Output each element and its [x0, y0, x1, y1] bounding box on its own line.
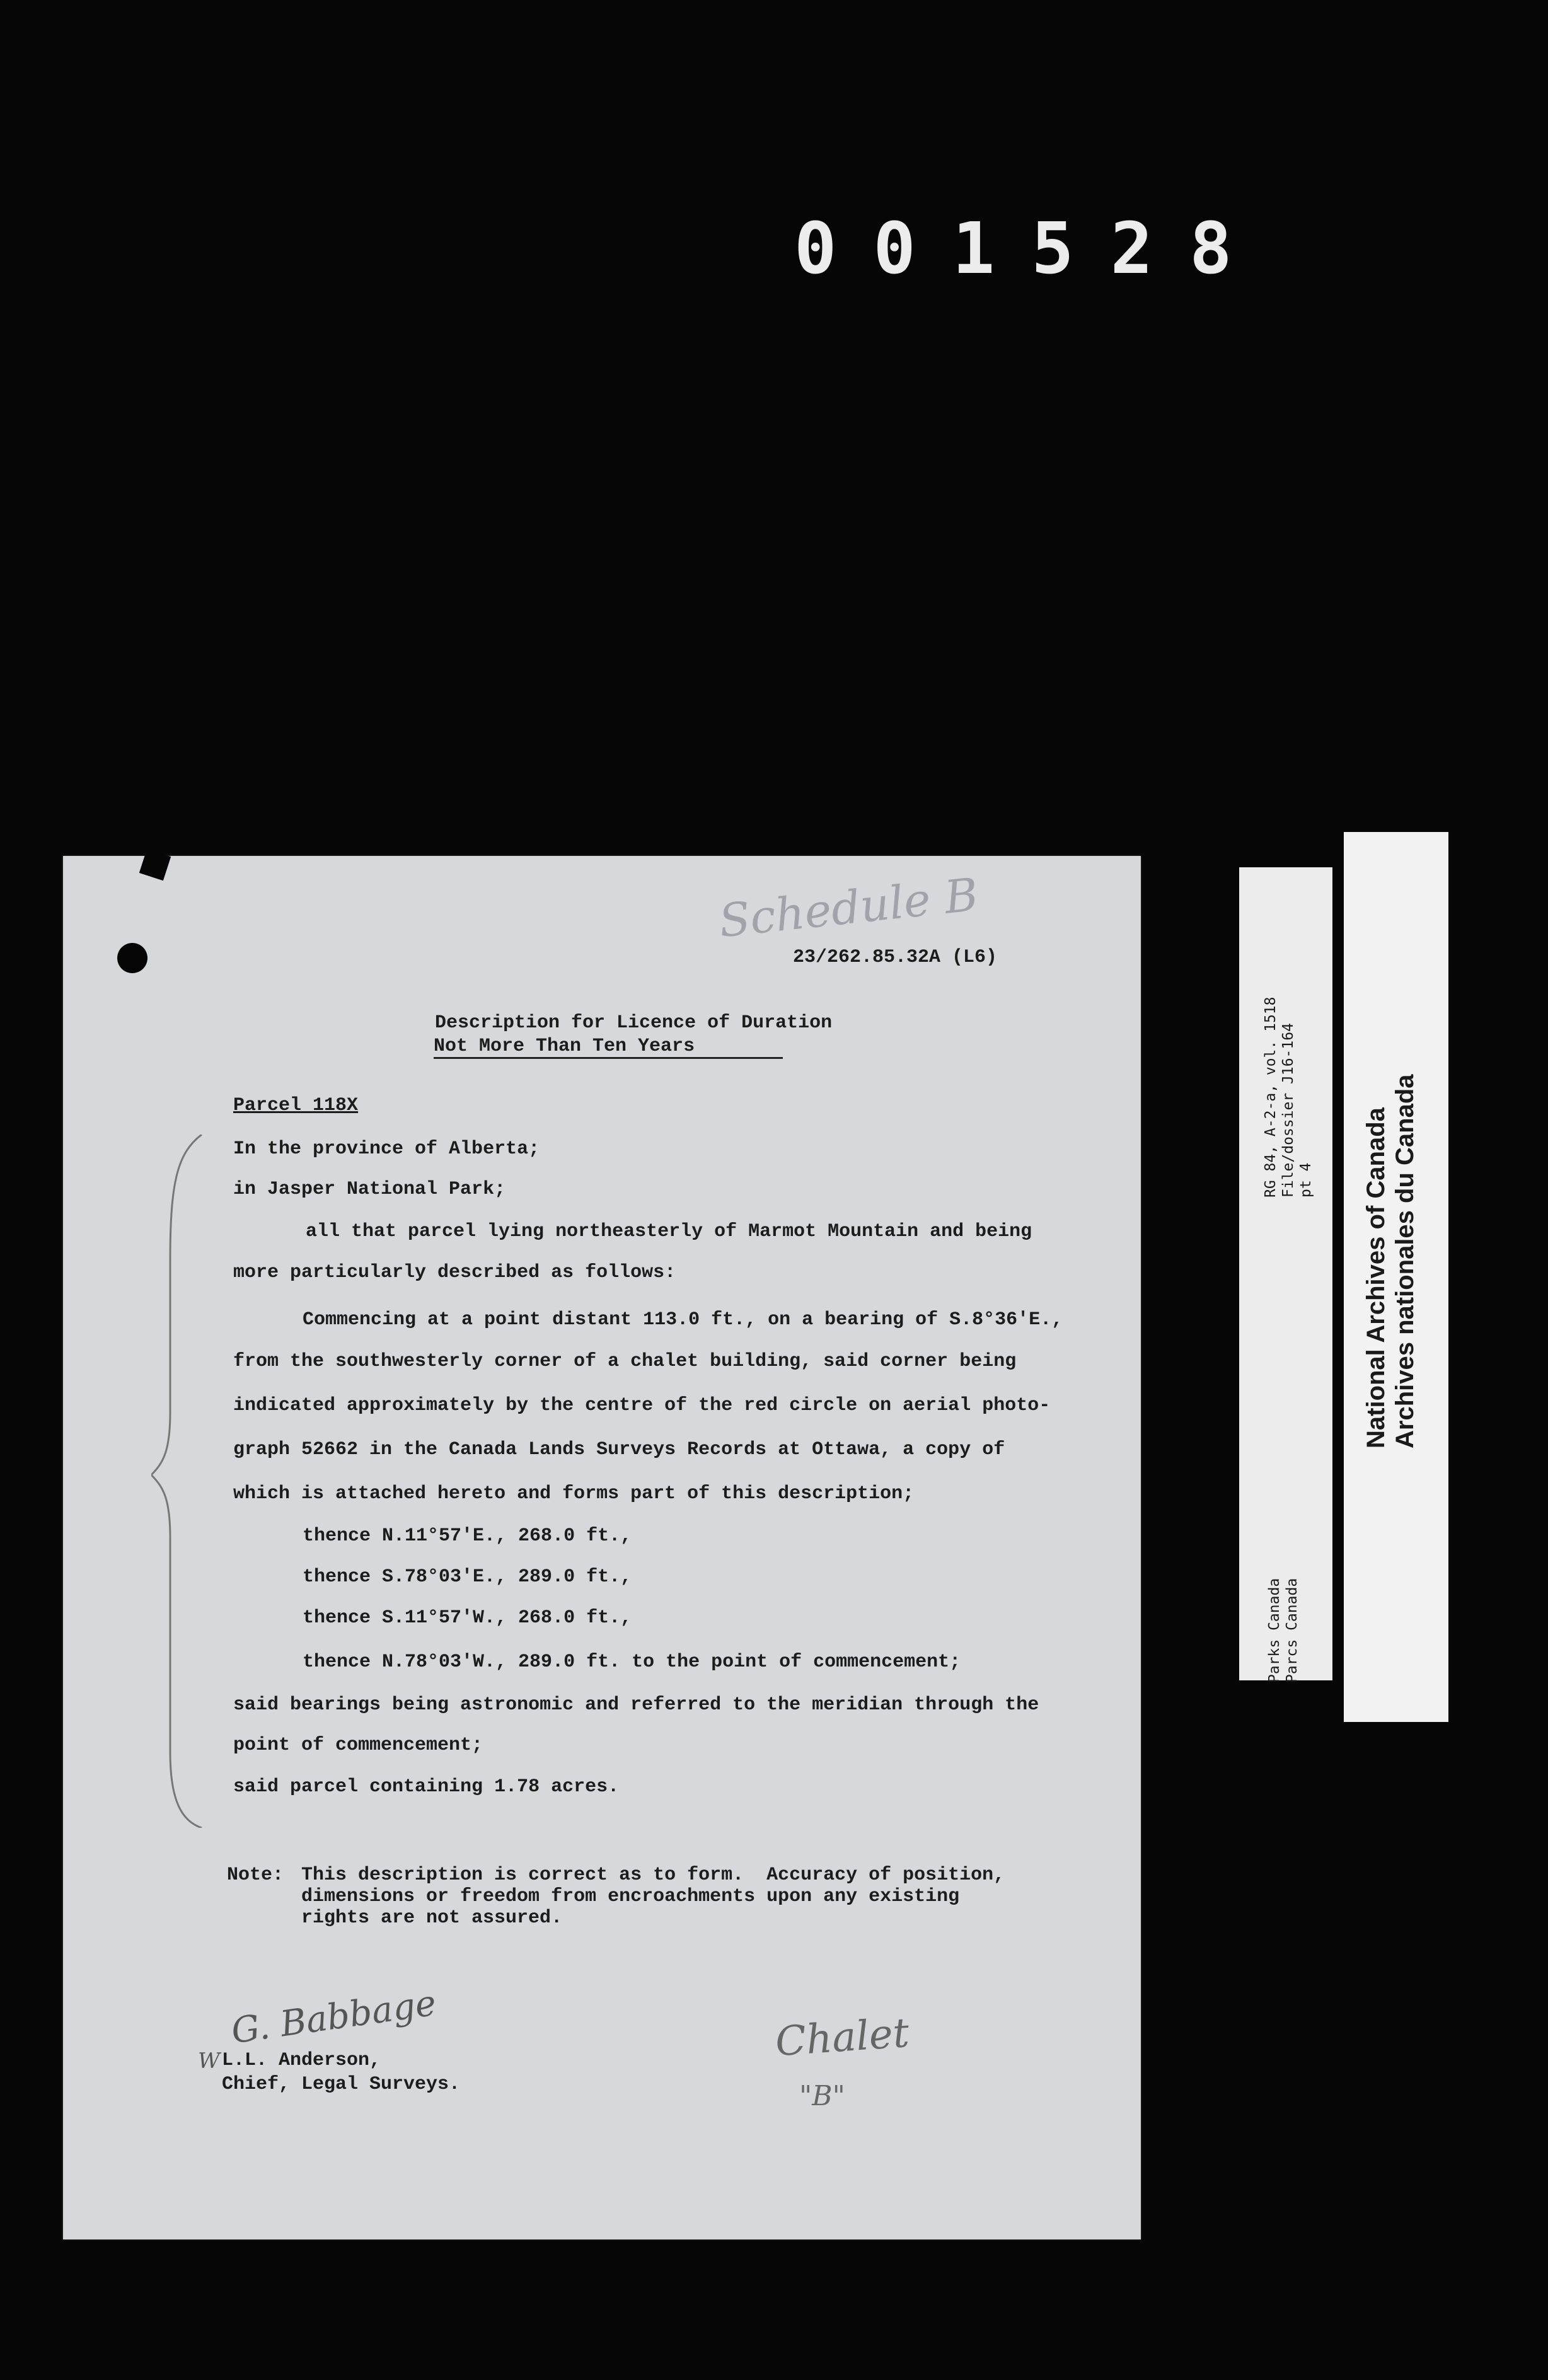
file-reference: 23/262.85.32A (L6): [793, 947, 998, 968]
signatory-name: L.L. Anderson,: [222, 2050, 381, 2071]
parcel-heading: Parcel 118X: [233, 1095, 359, 1116]
parks-canada-label-strip: [1239, 867, 1332, 1680]
description-line: from the southwesterly corner of a chalet building, said corner being: [233, 1351, 1017, 1372]
bearing-line: thence S.11°57'W., 268.0 ft.,: [303, 1607, 632, 1629]
acreage-line: said parcel containing 1.78 acres.: [233, 1776, 620, 1798]
frame-number: 001528: [794, 208, 1269, 290]
national-archives-label: National Archives of Canada Archives nationales du Canada: [1362, 1074, 1419, 1448]
handwritten-schedule-b: Schedule B: [716, 867, 981, 948]
signatory-title: Chief, Legal Surveys.: [222, 2074, 461, 2095]
bearing-line: thence S.78°03'E., 289.0 ft.,: [303, 1566, 632, 1588]
punch-hole: [117, 943, 147, 973]
description-line: indicated approximately by the centre of the red circle on aerial photo-: [233, 1395, 1051, 1416]
margin-bracket: [151, 1135, 227, 1828]
document-title-line-2: Not More Than Ten Years: [434, 1036, 783, 1059]
archive-reference: RG 84, A-2-a, vol. 1518 File/dossier J16-164 pt 4: [1262, 996, 1314, 1198]
handwritten-b-mark: "B": [799, 2080, 845, 2112]
bearing-line: thence N.11°57'E., 268.0 ft.,: [303, 1525, 632, 1547]
description-line: more particularly described as follows:: [233, 1262, 676, 1283]
description-line: point of commencement;: [233, 1735, 483, 1756]
description-line: all that parcel lying northeasterly of Marmot Mountain and being: [306, 1221, 1032, 1242]
description-line: said bearings being astronomic and referred to the meridian through the: [233, 1694, 1039, 1716]
handwritten-initial: W: [198, 2048, 220, 2074]
description-line: graph 52662 in the Canada Lands Surveys Records at Ottawa, a copy of: [233, 1439, 1005, 1460]
province-line: In the province of Alberta;: [233, 1138, 540, 1160]
note-text: This description is correct as to form. Accuracy of position, dimensions or freedom from encroachments upon any existing rights are not assured.: [301, 1864, 1005, 1929]
description-line: which is attached hereto and forms part of this description;: [233, 1483, 915, 1505]
handwritten-chalet: Chalet: [773, 2009, 911, 2066]
park-line: in Jasper National Park;: [233, 1179, 506, 1200]
description-line: Commencing at a point distant 113.0 ft., on a bearing of S.8°36'E.,: [303, 1309, 1063, 1331]
document-title-line-1: Description for Licence of Duration: [435, 1012, 833, 1034]
parks-canada-label: Parks Canada Parcs Canada: [1266, 1578, 1300, 1683]
note-label: Note:: [227, 1864, 284, 1886]
bearing-line: thence N.78°03'W., 289.0 ft. to the point of commencement;: [303, 1651, 961, 1673]
handwritten-signature: G. Babbage: [229, 1982, 439, 2052]
